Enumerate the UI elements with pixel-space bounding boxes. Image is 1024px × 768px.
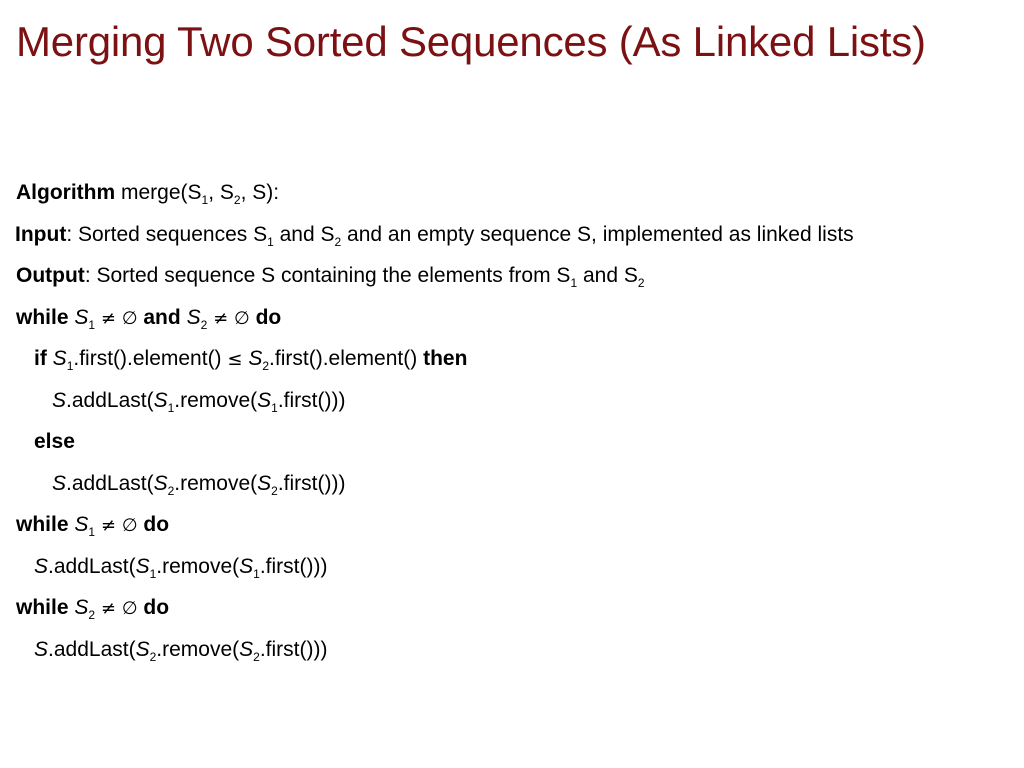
drain-s1-line: $S.addLast(S_1.remove(S_1.first()))$	[34, 554, 328, 581]
output-label: Output	[16, 264, 85, 287]
if-compare-line: if $S_1.first().element()$ ≤ $S_2.first().element()$ then	[34, 347, 468, 373]
output-line: Output: Sorted sequence S containing the elements from $S_1$ and $S_2$	[16, 264, 645, 290]
while-s1-line: while $S_1$ ≠ ∅ do	[16, 513, 170, 539]
algorithm-block	[16, 172, 854, 670]
drain-s2-line: $S.addLast(S_2.remove(S_2.first()))$	[34, 637, 328, 664]
input-line: Input: Sorted sequences $S_1$ and $S_2$ and an empty sequence S, implemented as linked lists	[15, 222, 854, 249]
while-both-line: while $S_1$ ≠ ∅ and $S_2$ ≠ ∅ do	[16, 305, 282, 332]
add-last-s1-line: $S.addLast(S_1.remove(S_1.first()))$	[52, 388, 346, 415]
else-line: else	[34, 430, 75, 453]
input-label: Input	[15, 222, 67, 246]
add-last-s2-line: $S.addLast(S_2.remove(S_2.first()))$	[52, 471, 346, 498]
algorithm-signature-line: Algorithm $merge(S_1$, $S_2$, S):	[16, 181, 280, 207]
algorithm-keyword: Algorithm	[16, 181, 116, 204]
while-s2-line: while $S_2$ ≠ ∅ do	[16, 596, 170, 622]
slide-title: Merging Two Sorted Sequences (As Linked Lists)	[16, 18, 926, 65]
